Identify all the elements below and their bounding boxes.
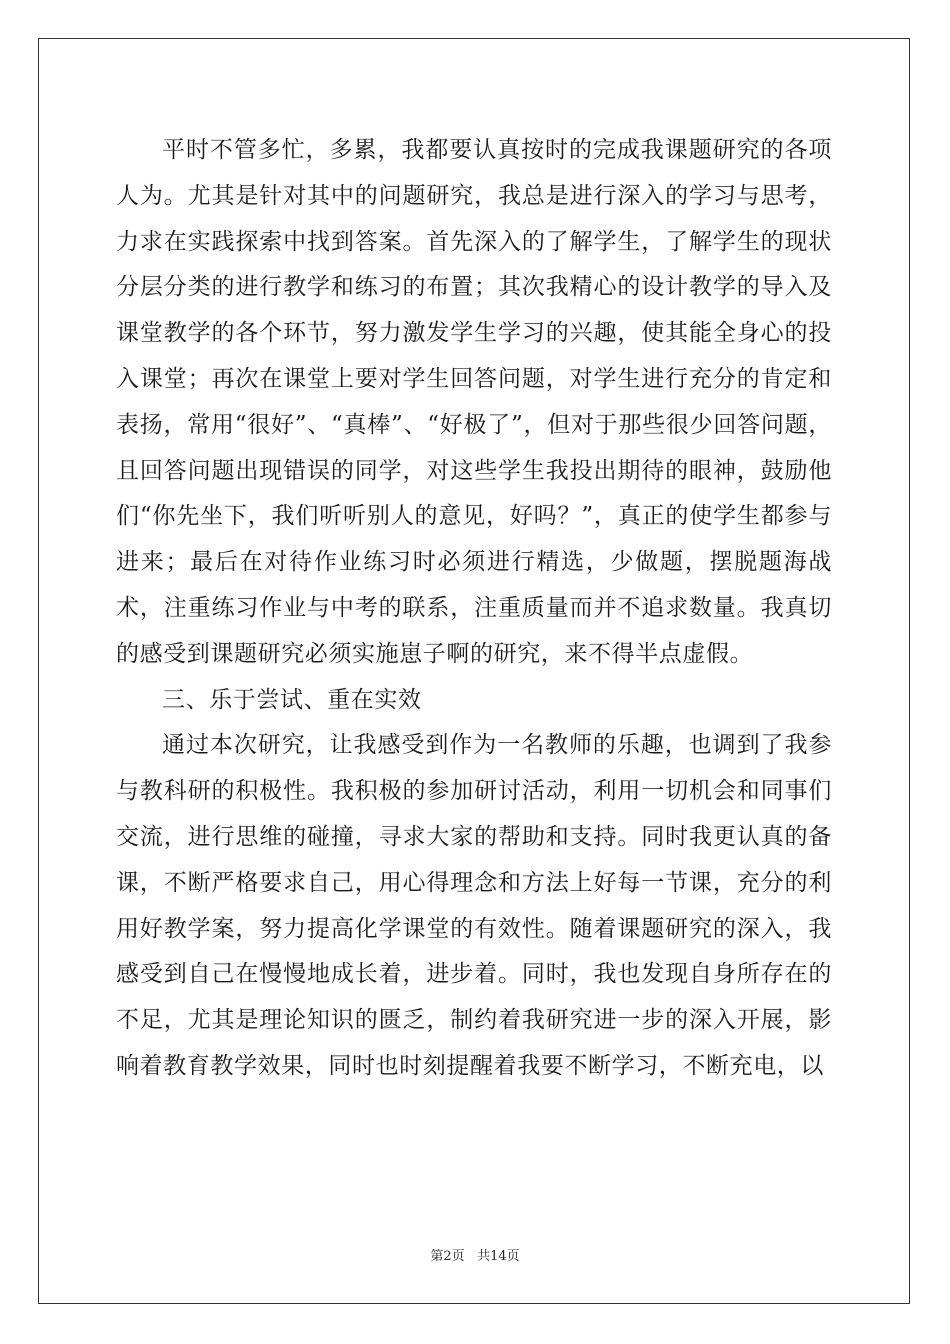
page-footer [0,1248,950,1266]
page-total: 共14页 [477,1249,520,1264]
section-heading: 三、乐于尝试、重在实效 [162,686,422,713]
paragraph-research-reflection: 通过本次研究，让我感受到作为一名教师的乐趣，也调到了我参与教科研的积极性。我积极的参加研讨活动，利用一切机会和同事们交流，进行思维的碰撞，寻求大家的帮助和支持。同时我更认真的备课，不断严格要求自己，用心得理念和方法上好每一节课，充分的利用好教学案，努力提高化学课堂的有效性。随着课题研究的深入，我感受到自己在慢慢地成长着，进步着。同时，我也发现自身所存在的不足，尤其是理论知识的匮乏，制约着我研究进一步的深入开展，影响着教育教学效果，同时也时刻提醒着我要不断学习，不断充电，以 [116,732,832,1079]
page-number: 第2页 [430,1249,465,1264]
document-body [116,128,832,1090]
paragraph-research-practice: 平时不管多忙，多累，我都要认真按时的完成我课题研究的各项人为。尤其是针对其中的问题研究，我总是进行深入的学习与思考，力求在实践探索中找到答案。首先深入的了解学生，了解学生的现状分层分类的进行教学和练习的布置；其次我精心的设计教学的导入及课堂教学的各个环节，努力激发学生学习的兴趣，使其能全身心的投入课堂；再次在课堂上要对学生回答问题，对学生进行充分的肯定和表扬，常用“很好”、“真棒”、“好极了”，但对于那些很少回答问题，且回答问题出现错误的同学，对这些学生我投出期待的眼神，鼓励他们“你先坐下，我们听听别人的意见，好吗？”，真正的使学生都参与进来；最后在对待作业练习时必须进行精选，少做题，摆脱题海战术，注重练习作业与中考的联系，注重质量而并不追求数量。我真切的感受到课题研究必须实施崽子啊的研究，来不得半点虚假。 [116,137,832,667]
